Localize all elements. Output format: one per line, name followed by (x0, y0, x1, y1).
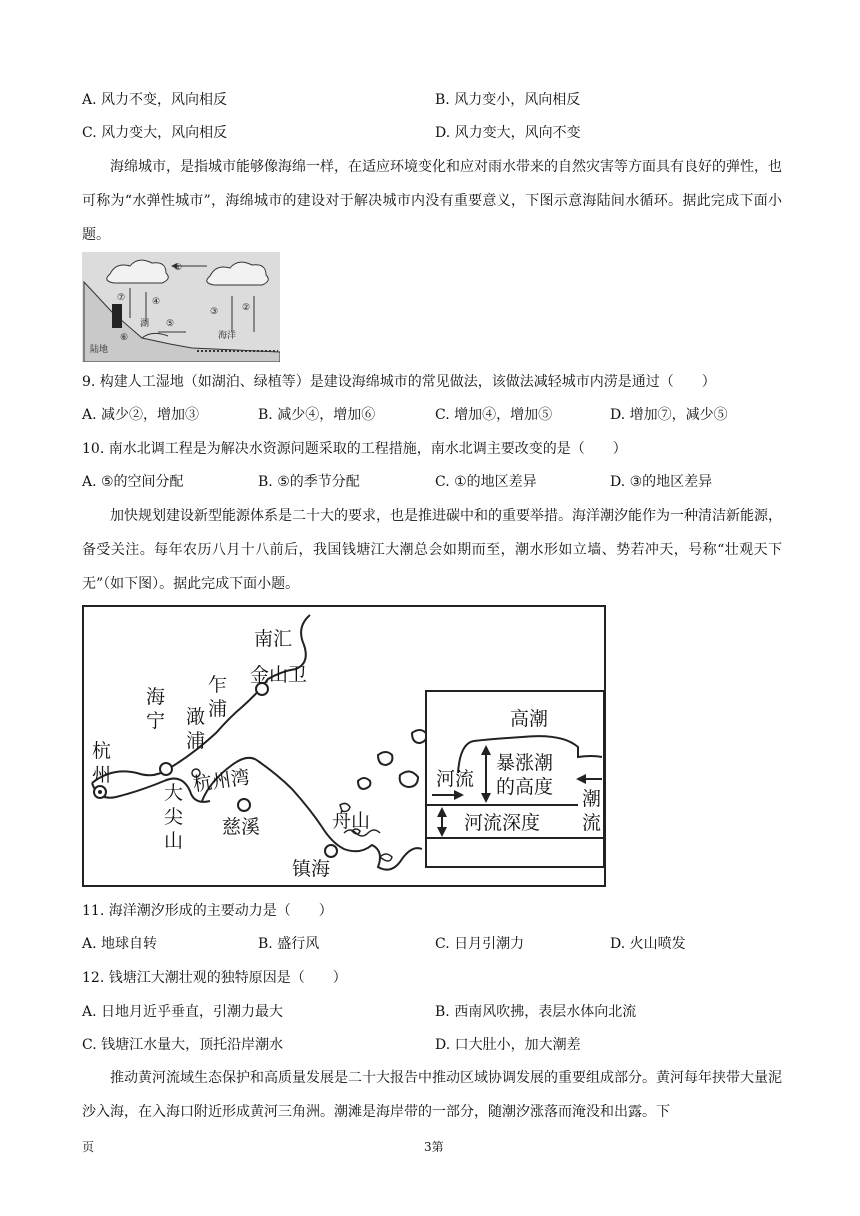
q10-option-b: B. ⑤的季节分配 (258, 474, 360, 490)
label-zhou: 州 (92, 764, 112, 786)
tree (112, 304, 122, 328)
footer-page-number: 3第 (424, 1140, 444, 1154)
q8-option-b: B. 风力变小，风向相反 (435, 92, 581, 108)
inset-label-river: 河流 (436, 768, 475, 790)
yellow-river-intro-text: 推动黄河流域生态保护和高质量发展是二十大报告中推动区域协调发展的重要组成部分。黄河每年挟带大量泥沙入海，在入海口附近形成黄河三角洲。潮滩是海岸带的一部分，随潮汐涨落而淹没和出露。下 (82, 1070, 782, 1120)
island-1 (378, 752, 392, 765)
label-5: ⑤ (166, 319, 175, 329)
label-1: ① (174, 263, 183, 273)
q8-option-c: C. 风力变大，风向相反 (82, 125, 228, 141)
island-2 (412, 730, 426, 743)
label-7: ⑦ (117, 293, 126, 303)
label-shan: 山 (164, 830, 184, 852)
island-3 (358, 778, 370, 789)
q9-option-a: A. 减少②，增加③ (82, 407, 200, 423)
label-4: ④ (152, 297, 161, 307)
label-zhoushan: 舟山 (332, 810, 371, 832)
label-jinshanwei: 金山卫 (250, 664, 308, 686)
q8-option-d: D. 风力变大，风向不变 (435, 125, 581, 141)
q10-option-c: C. ①的地区差异 (435, 474, 537, 490)
q10-option-a: A. ⑤的空间分配 (82, 474, 184, 490)
q12-option-b: B. 西南风吹拂，表层水体向北流 (435, 1004, 637, 1020)
label-2: ② (242, 303, 251, 313)
q12-option-d: D. 口大肚小，加大潮差 (435, 1037, 581, 1053)
q11-stem: 11. 海洋潮汐形成的主要动力是（ ） (82, 903, 333, 919)
label-land: 陆地 (90, 345, 109, 355)
q11-option-a: A. 地球自转 (82, 936, 158, 952)
footer-left: 页 (82, 1140, 95, 1154)
q9-stem: 9. 构建人工湿地（如湖泊、绿植等）是建设海绵城市的常见做法，该做法减轻城市内涝是通过（ ） (82, 374, 716, 390)
q10-option-d: D. ③的地区差异 (610, 474, 713, 490)
label-3: ③ (210, 307, 219, 317)
label-zhenhai: 镇海 (292, 858, 331, 880)
label-lake: 湖 (140, 319, 150, 329)
sponge-intro (82, 150, 782, 252)
label-pu-1: 浦 (208, 698, 228, 720)
water-cycle-figure (82, 252, 280, 362)
yellow-river-intro (82, 1061, 782, 1129)
inset-label-high-tide: 高潮 (510, 708, 549, 730)
qiantang-map (82, 605, 606, 887)
q12-stem: 12. 钱塘江大潮壮观的独特原因是（ ） (82, 970, 347, 986)
label-pu-2: 浦 (186, 730, 206, 752)
q11-option-b: B. 盛行风 (258, 936, 320, 952)
inset-label-tide-2: 流 (582, 812, 602, 834)
q9-option-c: C. 增加④，增加⑤ (435, 407, 553, 423)
q11-option-c: C. 日月引潮力 (435, 936, 525, 952)
inset-label-surge-1: 暴涨潮 (496, 752, 554, 774)
island-4 (400, 771, 418, 787)
label-cixi: 慈溪 (222, 816, 261, 838)
q11-option-d: D. 火山喷发 (610, 936, 686, 952)
q12-option-c: C. 钱塘江水量大，顶托沿岸潮水 (82, 1037, 284, 1053)
dot-cixi (238, 799, 250, 811)
dot-zhenhai (325, 845, 337, 857)
sponge-intro-text: 海绵城市，是指城市能够像海绵一样，在适应环境变化和应对雨水带来的自然灾害等方面具有良好的弹性，也可称为“水弹性城市”，海绵城市的建设对于解决城市内没有重要意义，下图示意海陆间水循环。据此完成下面小题。 (82, 159, 782, 243)
inset-label-surge-2: 的高度 (496, 776, 554, 798)
label-hang: 杭 (92, 740, 112, 762)
tide-intro (82, 499, 782, 601)
label-jian: 尖 (164, 806, 184, 828)
q8-option-a: A. 风力不变，风向相反 (82, 92, 228, 108)
label-nanhui: 南汇 (254, 628, 293, 650)
label-ocean: 海洋 (218, 331, 237, 341)
label-ning: 宁 (146, 710, 166, 732)
label-gan: 澉 (186, 706, 206, 728)
label-6: ⑥ (120, 333, 129, 343)
label-zha: 乍 (208, 674, 228, 696)
inset-label-depth: 河流深度 (464, 812, 541, 834)
q9-option-b: B. 减少④，增加⑥ (258, 407, 376, 423)
label-hai: 海 (146, 686, 166, 708)
q10-stem: 10. 南水北调工程是为解决水资源问题采取的工程措施，南水北调主要改变的是（ ） (82, 441, 627, 457)
dot-haining (160, 763, 172, 775)
q9-option-d: D. 增加⑦，减少⑤ (610, 407, 728, 423)
inset-label-tide-1: 潮 (582, 788, 602, 810)
label-da: 大 (164, 782, 184, 804)
label-hangzhouwan: 杭州湾 (191, 766, 252, 796)
q12-option-a: A. 日地月近乎垂直，引潮力最大 (82, 1004, 284, 1020)
tide-intro-text: 加快规划建设新型能源体系是二十大的要求，也是推进碳中和的重要举措。海洋潮汐能作为一种清洁新能源，备受关注。每年农历八月十八前后，我国钱塘江大潮总会如期而至，潮水形如立墙、势若冲天，号称“壮观天下无”（如下图）。据此完成下面小题。 (82, 508, 782, 592)
